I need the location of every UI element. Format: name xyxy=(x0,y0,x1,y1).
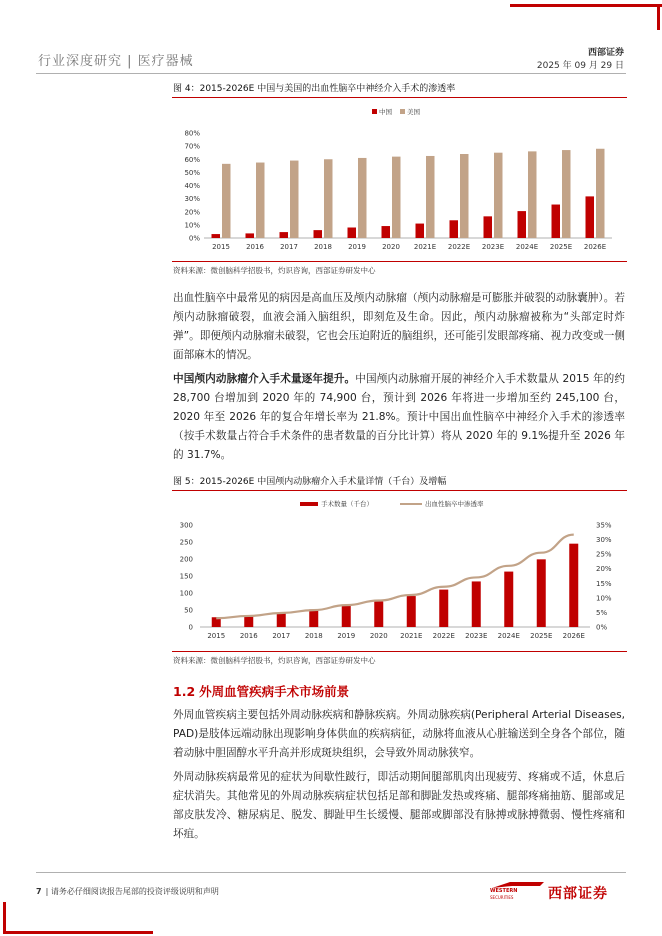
x-tick-label: 2016 xyxy=(239,632,258,640)
x-tick-label: 2025E xyxy=(549,243,573,251)
bar-china xyxy=(246,233,255,238)
bar-china xyxy=(212,234,221,238)
x-tick-label: 2024E xyxy=(515,243,539,251)
y-right-tick-label: 25% xyxy=(596,550,612,559)
x-tick-label: 2017 xyxy=(280,243,298,251)
y-right-tick-label: 0% xyxy=(596,623,608,632)
bar-china xyxy=(552,205,561,238)
bar-china xyxy=(586,196,595,238)
y-left-tick-label: 200 xyxy=(179,555,193,564)
bar-surgery-volume xyxy=(342,606,351,627)
y-tick-label: 70% xyxy=(184,142,200,151)
figure5-top-rule xyxy=(172,490,627,491)
bar-usa xyxy=(222,164,231,238)
header-category: 行业深度研究 | 医疗器械 xyxy=(38,54,194,69)
x-tick-label: 2021E xyxy=(413,243,437,251)
y-right-tick-label: 20% xyxy=(596,565,612,574)
corner-decoration xyxy=(3,931,153,934)
footer-divider xyxy=(36,872,626,873)
section-number: 1.2 xyxy=(173,684,196,699)
x-tick-label: 2021E xyxy=(400,632,423,640)
y-left-tick-label: 250 xyxy=(179,538,193,547)
x-tick-label: 2017 xyxy=(272,632,291,640)
paragraph-lead: 中国颅内动脉瘤介入手术量逐年提升。 xyxy=(173,373,356,385)
figure4-title: 图 4：2015-2026E 中国与美国的出血性脑卒中神经介入手术的渗透率 xyxy=(173,84,456,94)
x-tick-label: 2016 xyxy=(246,243,264,251)
x-tick-label: 2015 xyxy=(212,243,230,251)
figure4-chart xyxy=(172,100,627,260)
bar-china xyxy=(484,216,493,238)
body-paragraph: 外周血管疾病主要包括外周动脉疾病和静脉疾病。外周动脉疾病(Peripheral Arterial Diseases, PAD)是肢体远端动脉出现影响身体供血的疾病病征，动脉将血液从心脏输送到全身各个部位，随着动脉中胆固醇水平升高并形成斑块组织，会导致外周动脉狭窄。 xyxy=(173,709,625,759)
paragraph-text: 中国颅内动脉瘤开展的神经介入手术数量从 2015 年的约 28,700 台增加到 2020 年的 74,900 台，预计到 2026 年将进一步增加至约 245,100 台，2020 年至 2026 年的复合年增长率为 21.8%。预计中国出血性脑卒中神经介入手术的渗透率（按手术数量占符合手术条件的患者数量的百分比计算）将从 2020 年的 9.1%提升至 2026 年的 31.7%。 xyxy=(173,373,625,461)
bar-surgery-volume xyxy=(277,613,286,627)
section-title: 外周血管疾病手术市场前景 xyxy=(199,684,350,699)
y-left-tick-label: 0 xyxy=(188,623,193,632)
bar-china xyxy=(348,228,357,239)
header-divider xyxy=(36,73,626,74)
y-tick-label: 80% xyxy=(184,129,200,138)
body-paragraph: 外周动脉疾病最常见的症状为间歇性跛行，即活动期间腿部肌肉出现疲劳、疼痛或不适，休息后症状消失。其他常见的外周动脉疾病症状包括足部和脚趾发热或疼痛、腿部疼痛抽筋、腿部或足部皮肤发冷、糖尿病足、脱发、脚趾甲生长缓慢、腿部或脚部没有脉搏或脉搏微弱、慢性疼痛和坏疽。 xyxy=(173,771,625,840)
y-tick-label: 60% xyxy=(184,155,200,164)
y-right-tick-label: 10% xyxy=(596,594,612,603)
y-right-tick-label: 5% xyxy=(596,608,608,617)
x-tick-label: 2026E xyxy=(583,243,607,251)
x-tick-label: 2023E xyxy=(465,632,488,640)
page-number: 7 xyxy=(36,887,42,896)
section-heading xyxy=(173,682,349,700)
bar-china xyxy=(382,226,391,238)
corner-decoration xyxy=(510,4,662,7)
legend-label-usa: 美国 xyxy=(407,108,420,116)
bar-surgery-volume xyxy=(244,616,253,627)
x-tick-label: 2022E xyxy=(432,632,455,640)
corner-decoration xyxy=(3,902,6,934)
x-tick-label: 2020 xyxy=(369,632,388,640)
x-tick-label: 2020 xyxy=(382,243,400,251)
footer-text: 请务必仔细阅读报告尾部的投资评级说明和声明 xyxy=(50,887,219,896)
logo-english-sub: SECURITIES xyxy=(490,895,514,900)
y-tick-label: 30% xyxy=(184,195,200,204)
bar-surgery-volume xyxy=(407,596,416,627)
y-right-tick-label: 15% xyxy=(596,579,612,588)
legend-label-china: 中国 xyxy=(379,108,392,116)
figure5-title: 图 5：2015-2026E 中国颅内动脉瘤介入手术量详情（千台）及增幅 xyxy=(173,477,447,487)
y-right-tick-label: 30% xyxy=(596,536,612,545)
y-tick-label: 0% xyxy=(188,234,200,243)
bar-usa xyxy=(290,161,299,238)
bar-usa xyxy=(426,156,435,238)
footer-disclaimer: 7 | 请务必仔细阅读报告尾部的投资评级说明和声明 xyxy=(36,887,219,896)
y-tick-label: 20% xyxy=(184,208,200,217)
bar-usa xyxy=(494,153,503,238)
bar-china xyxy=(416,224,425,238)
bar-china xyxy=(280,232,289,238)
figure5-source: 资料来源：微创脑科学招股书，灼识咨询，西部证券研发中心 xyxy=(173,656,376,665)
figure5-bottom-rule xyxy=(172,651,627,652)
x-tick-label: 2024E xyxy=(497,632,520,640)
x-tick-label: 2019 xyxy=(337,632,356,640)
y-right-tick-label: 35% xyxy=(596,521,612,530)
x-tick-label: 2023E xyxy=(481,243,505,251)
y-left-tick-label: 100 xyxy=(179,589,193,598)
legend-label-line: 出血性脑卒中渗透率 xyxy=(425,500,484,508)
bar-usa xyxy=(596,149,605,238)
figure4-top-rule xyxy=(172,97,627,98)
legend-swatch-volume xyxy=(300,502,318,506)
x-tick-label: 2018 xyxy=(314,243,332,251)
bar-surgery-volume xyxy=(537,559,546,627)
x-tick-label: 2019 xyxy=(348,243,366,251)
body-paragraph: 出血性脑卒中最常见的病因是高血压及颅内动脉瘤（颅内动脉瘤是可膨胀并破裂的动脉囊肿）。若颅内动脉瘤破裂，血液会涌入脑组织，即刻危及生命。因此，颅内动脉瘤被称为“头部定时炸弹”。即便颅内动脉瘤未破裂，它也会压迫附近的脑组织，还可能引发眼部疼痛、视力改变或一侧面部麻木的情况。 xyxy=(173,292,625,361)
y-tick-label: 50% xyxy=(184,168,200,177)
bar-surgery-volume xyxy=(472,581,481,627)
y-left-tick-label: 150 xyxy=(179,572,193,581)
company-logo xyxy=(490,880,625,906)
bar-usa xyxy=(562,150,571,238)
corner-decoration xyxy=(657,4,660,30)
bar-surgery-volume xyxy=(374,602,383,627)
header-brand: 西部证券 xyxy=(587,48,624,58)
y-tick-label: 40% xyxy=(184,182,200,190)
y-left-tick-label: 50 xyxy=(184,606,193,615)
line-penetration-rate xyxy=(216,535,574,619)
legend-label-volume: 手术数量（千台） xyxy=(321,500,373,508)
bar-surgery-volume xyxy=(504,572,513,627)
bar-surgery-volume xyxy=(439,590,448,627)
bar-usa xyxy=(256,163,265,238)
bar-surgery-volume xyxy=(309,609,318,627)
bar-china xyxy=(518,211,527,238)
bar-usa xyxy=(460,154,469,238)
logo-chinese: 西部证券 xyxy=(548,886,608,902)
x-tick-label: 2018 xyxy=(304,632,323,640)
bar-china xyxy=(450,220,459,238)
bar-china xyxy=(314,230,323,238)
x-tick-label: 2022E xyxy=(447,243,471,251)
bar-usa xyxy=(392,157,401,238)
x-tick-label: 2015 xyxy=(207,632,226,640)
legend-swatch-usa xyxy=(400,109,405,114)
header-date: 2025 年 09 月 29 日 xyxy=(536,61,624,71)
bar-usa xyxy=(528,151,537,238)
figure4-bottom-rule xyxy=(172,261,627,262)
x-tick-label: 2026E xyxy=(562,632,585,640)
x-tick-label: 2025E xyxy=(530,632,553,640)
body-paragraph xyxy=(173,370,625,465)
figure5-chart xyxy=(172,493,627,649)
y-tick-label: 10% xyxy=(184,221,200,230)
legend-swatch-china xyxy=(372,109,377,114)
bar-usa xyxy=(358,158,367,238)
figure4-source: 资料来源：微创脑科学招股书，灼识咨询，西部证券研发中心 xyxy=(173,266,376,275)
bar-surgery-volume xyxy=(569,544,578,627)
bar-usa xyxy=(324,159,333,238)
y-left-tick-label: 300 xyxy=(179,521,193,530)
logo-english: WESTERN xyxy=(490,888,518,894)
